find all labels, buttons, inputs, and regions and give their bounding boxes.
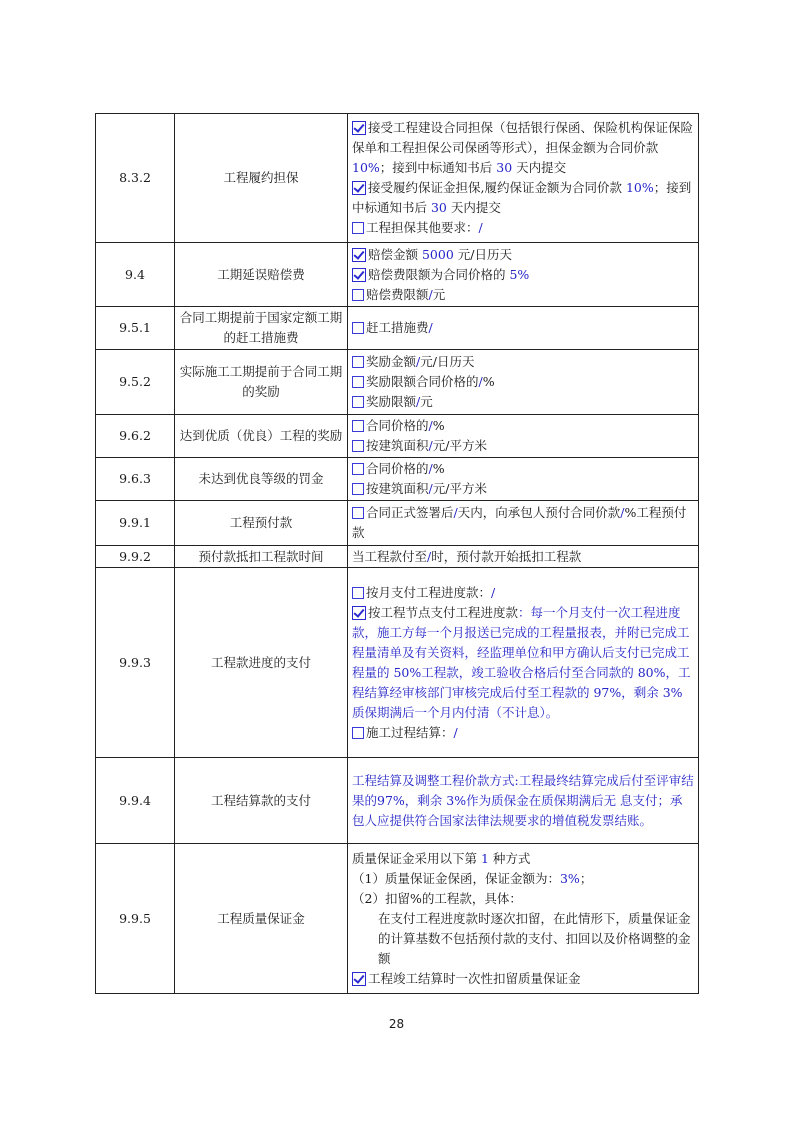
unchecked-checkbox-icon[interactable] xyxy=(352,356,364,368)
filled-value: / xyxy=(491,584,496,600)
clause-name: 达到优质（优良）工程的奖励 xyxy=(175,415,348,458)
clause-code: 8.3.2 xyxy=(96,114,175,243)
content-line xyxy=(352,285,694,305)
text: 元 xyxy=(420,394,433,409)
text: 奖励限额合同价格的 xyxy=(366,374,479,389)
text: 元 xyxy=(432,286,446,302)
clause-code: 9.6.3 xyxy=(96,458,175,501)
clause-name: 预付款抵扣工程款时间 xyxy=(175,546,348,568)
text: 质量保证金采用以下第 xyxy=(352,850,481,866)
clause-content xyxy=(348,243,699,307)
text: 工程担保其他要求： xyxy=(366,220,479,235)
content-line xyxy=(352,603,694,723)
text: 按月支付工程进度款： xyxy=(366,584,492,600)
text: 天内，向承包人预付合同价款 xyxy=(457,505,621,520)
content-line xyxy=(352,218,694,238)
clause-code: 9.5.1 xyxy=(96,307,175,350)
text: （2）扣留%的工程款，具体： xyxy=(352,890,522,906)
unchecked-checkbox-icon[interactable] xyxy=(352,440,364,452)
filled-value: / xyxy=(428,286,433,302)
text: 接受工程建设合同担保（包括银行保函、保险机构保证保险保单和工程担保公司保函等形式），担保金额为合同价款 xyxy=(352,120,694,155)
clause-content xyxy=(348,415,699,458)
text: % xyxy=(432,461,445,476)
clause-code: 9.6.2 xyxy=(96,415,175,458)
filled-value: / xyxy=(416,354,421,369)
text: 元/日历天 xyxy=(420,354,475,369)
filled-value: 5000 xyxy=(421,246,454,262)
clause-name: 工期延误赔偿费 xyxy=(175,243,348,307)
checked-checkbox-icon[interactable] xyxy=(352,121,366,135)
text: 时，预付款开始抵扣工程款 xyxy=(431,548,582,564)
content-line xyxy=(352,909,694,969)
table-row xyxy=(96,758,699,844)
content-line xyxy=(352,869,694,889)
filled-value: / xyxy=(453,505,458,520)
unchecked-checkbox-icon[interactable] xyxy=(352,396,364,408)
filled-value: / xyxy=(428,320,433,335)
text: % xyxy=(482,374,495,389)
clause-code: 9.9.2 xyxy=(96,546,175,568)
filled-value: / xyxy=(428,418,433,433)
checked-checkbox-icon[interactable] xyxy=(352,972,366,986)
text: 元/日历天 xyxy=(453,246,512,262)
filled-value: / xyxy=(478,220,483,235)
content-line xyxy=(352,503,694,543)
clause-name: 工程结算款的支付 xyxy=(175,758,348,844)
content-line xyxy=(352,583,694,603)
table-row xyxy=(96,501,699,546)
clause-content xyxy=(348,501,699,546)
content-line xyxy=(352,771,694,831)
text: 按工程节点支付工程进度款 xyxy=(368,604,519,620)
filled-value: 工程结算及调整工程价款方式:工程最终结算完成后付至评审结果的97%，剩余 3%作为质保金在质保期满后无 息支付；承包人应提供符合国家法律法规要求的增值税发票结账。 xyxy=(352,772,694,828)
checked-checkbox-icon[interactable] xyxy=(352,606,366,620)
clause-content xyxy=(348,307,699,350)
content-line xyxy=(352,436,694,456)
clause-code: 9.9.1 xyxy=(96,501,175,546)
filled-value: 10% xyxy=(625,180,654,195)
clause-name: 工程质量保证金 xyxy=(175,844,348,994)
clause-content xyxy=(348,350,699,415)
clause-content xyxy=(348,546,699,568)
clause-code: 9.5.2 xyxy=(96,350,175,415)
content-line xyxy=(352,479,694,499)
text: %工程预付款 xyxy=(352,505,687,540)
unchecked-checkbox-icon[interactable] xyxy=(352,587,364,599)
clause-content xyxy=(348,458,699,501)
text: ；接到中标通知书后 xyxy=(379,160,497,175)
content-line xyxy=(352,547,694,567)
text: 元/平方米 xyxy=(432,481,487,496)
clause-content xyxy=(348,758,699,844)
filled-value: ：每一个月支付一次工程进度款，施工方每一个月报送已完成的工程量报表，并附已完成工程量清单及有关资料，经监理单位和甲方确认后支付已完成工程量的 50%工程款，竣工验收合格后付至合同款的 80%，工程结算经审核部门审核完成后付至工程款的 97%，剩余 3%质保期满后一个月内付清（不计息）。 xyxy=(352,604,691,720)
checked-checkbox-icon[interactable] xyxy=(352,268,366,282)
unchecked-checkbox-icon[interactable] xyxy=(352,289,364,301)
filled-value: / xyxy=(416,394,421,409)
clause-name: 工程款进度的支付 xyxy=(175,568,348,758)
text: 合同价格的 xyxy=(366,461,429,476)
content-line xyxy=(352,392,694,412)
content-line xyxy=(352,118,694,178)
unchecked-checkbox-icon[interactable] xyxy=(352,376,364,388)
filled-value: 3% xyxy=(559,870,580,886)
filled-value: 5% xyxy=(509,266,530,282)
clause-content xyxy=(348,844,699,994)
table-row xyxy=(96,243,699,307)
clause-code: 9.4 xyxy=(96,243,175,307)
text: 种方式 xyxy=(488,850,531,866)
table-row xyxy=(96,350,699,415)
text: 赶工措施费 xyxy=(366,320,429,335)
text: 按建筑面积 xyxy=(366,438,429,453)
content-line xyxy=(352,265,694,285)
text: 赔偿费限额为合同价格的 xyxy=(368,266,510,282)
content-line xyxy=(352,372,694,392)
text: 接受履约保证金担保,履约保证金额为合同价款 xyxy=(368,180,626,195)
table-row xyxy=(96,546,699,568)
filled-value: 10% xyxy=(352,160,380,175)
table-row xyxy=(96,114,699,243)
text: 施工过程结算： xyxy=(366,724,454,740)
table-row xyxy=(96,458,699,501)
content-line xyxy=(352,849,694,869)
content-line xyxy=(352,459,694,479)
filled-value: / xyxy=(428,481,433,496)
filled-value: / xyxy=(428,461,433,476)
text: 合同价格的 xyxy=(366,418,429,433)
filled-value: / xyxy=(428,438,433,453)
filled-value: / xyxy=(478,374,483,389)
unchecked-checkbox-icon[interactable] xyxy=(352,420,364,432)
clause-code: 9.9.3 xyxy=(96,568,175,758)
table-row xyxy=(96,307,699,350)
filled-value: 30 xyxy=(430,200,447,215)
clause-content xyxy=(348,114,699,243)
text: （1）质量保证金保函，保证金额为： xyxy=(352,870,560,886)
content-line xyxy=(352,969,694,989)
filled-value: 1 xyxy=(480,850,489,866)
content-line xyxy=(352,889,694,909)
unchecked-checkbox-icon[interactable] xyxy=(352,322,364,334)
clause-name: 工程履约担保 xyxy=(175,114,348,243)
text: 工程竣工结算时一次性扣留质量保证金 xyxy=(368,970,581,986)
page-number: 28 xyxy=(388,1017,405,1031)
text: 按建筑面积 xyxy=(366,481,429,496)
text: 天内提交 xyxy=(446,200,501,215)
text: % xyxy=(432,418,445,433)
filled-value: 30 xyxy=(496,160,513,175)
checked-checkbox-icon[interactable] xyxy=(352,248,366,262)
text: 赔偿费限额 xyxy=(366,286,429,302)
contract-terms-table xyxy=(95,113,699,994)
text: ； xyxy=(579,870,593,886)
unchecked-checkbox-icon[interactable] xyxy=(352,222,364,234)
clause-code: 9.9.5 xyxy=(96,844,175,994)
content-line xyxy=(352,723,694,743)
text: 当工程款付至 xyxy=(352,548,428,564)
text: ；接到中标通知书后 xyxy=(352,180,692,215)
unchecked-checkbox-icon[interactable] xyxy=(352,507,364,519)
text: 赔偿金额 xyxy=(368,246,422,262)
filled-value: / xyxy=(453,724,458,740)
table-row xyxy=(96,844,699,994)
text: 奖励限额 xyxy=(366,394,417,409)
content-line xyxy=(352,245,694,265)
checked-checkbox-icon[interactable] xyxy=(352,181,366,195)
content-line xyxy=(352,416,694,436)
clause-content xyxy=(348,568,699,758)
table-row xyxy=(96,568,699,758)
unchecked-checkbox-icon[interactable] xyxy=(352,463,364,475)
unchecked-checkbox-icon[interactable] xyxy=(352,727,364,739)
filled-value: / xyxy=(620,505,625,520)
clause-code: 9.9.4 xyxy=(96,758,175,844)
content-line xyxy=(352,178,694,218)
text: 天内提交 xyxy=(512,160,567,175)
clause-name: 未达到优良等级的罚金 xyxy=(175,458,348,501)
text: 元/平方米 xyxy=(432,438,487,453)
content-line xyxy=(352,318,694,338)
unchecked-checkbox-icon[interactable] xyxy=(352,483,364,495)
content-line xyxy=(352,352,694,372)
clause-name: 工程预付款 xyxy=(175,501,348,546)
text: 在支付工程进度款时逐次扣留，在此情形下，质量保证金的计算基数不包括预付款的支付、扣回以及价格调整的金额 xyxy=(378,910,691,966)
table-row xyxy=(96,415,699,458)
text: 合同正式签署后 xyxy=(366,505,454,520)
clause-name: 合同工期提前于国家定额工期的赶工措施费 xyxy=(175,307,348,350)
text: 奖励金额 xyxy=(366,354,417,369)
clause-name: 实际施工工期提前于合同工期的奖励 xyxy=(175,350,348,415)
filled-value: / xyxy=(427,548,432,564)
